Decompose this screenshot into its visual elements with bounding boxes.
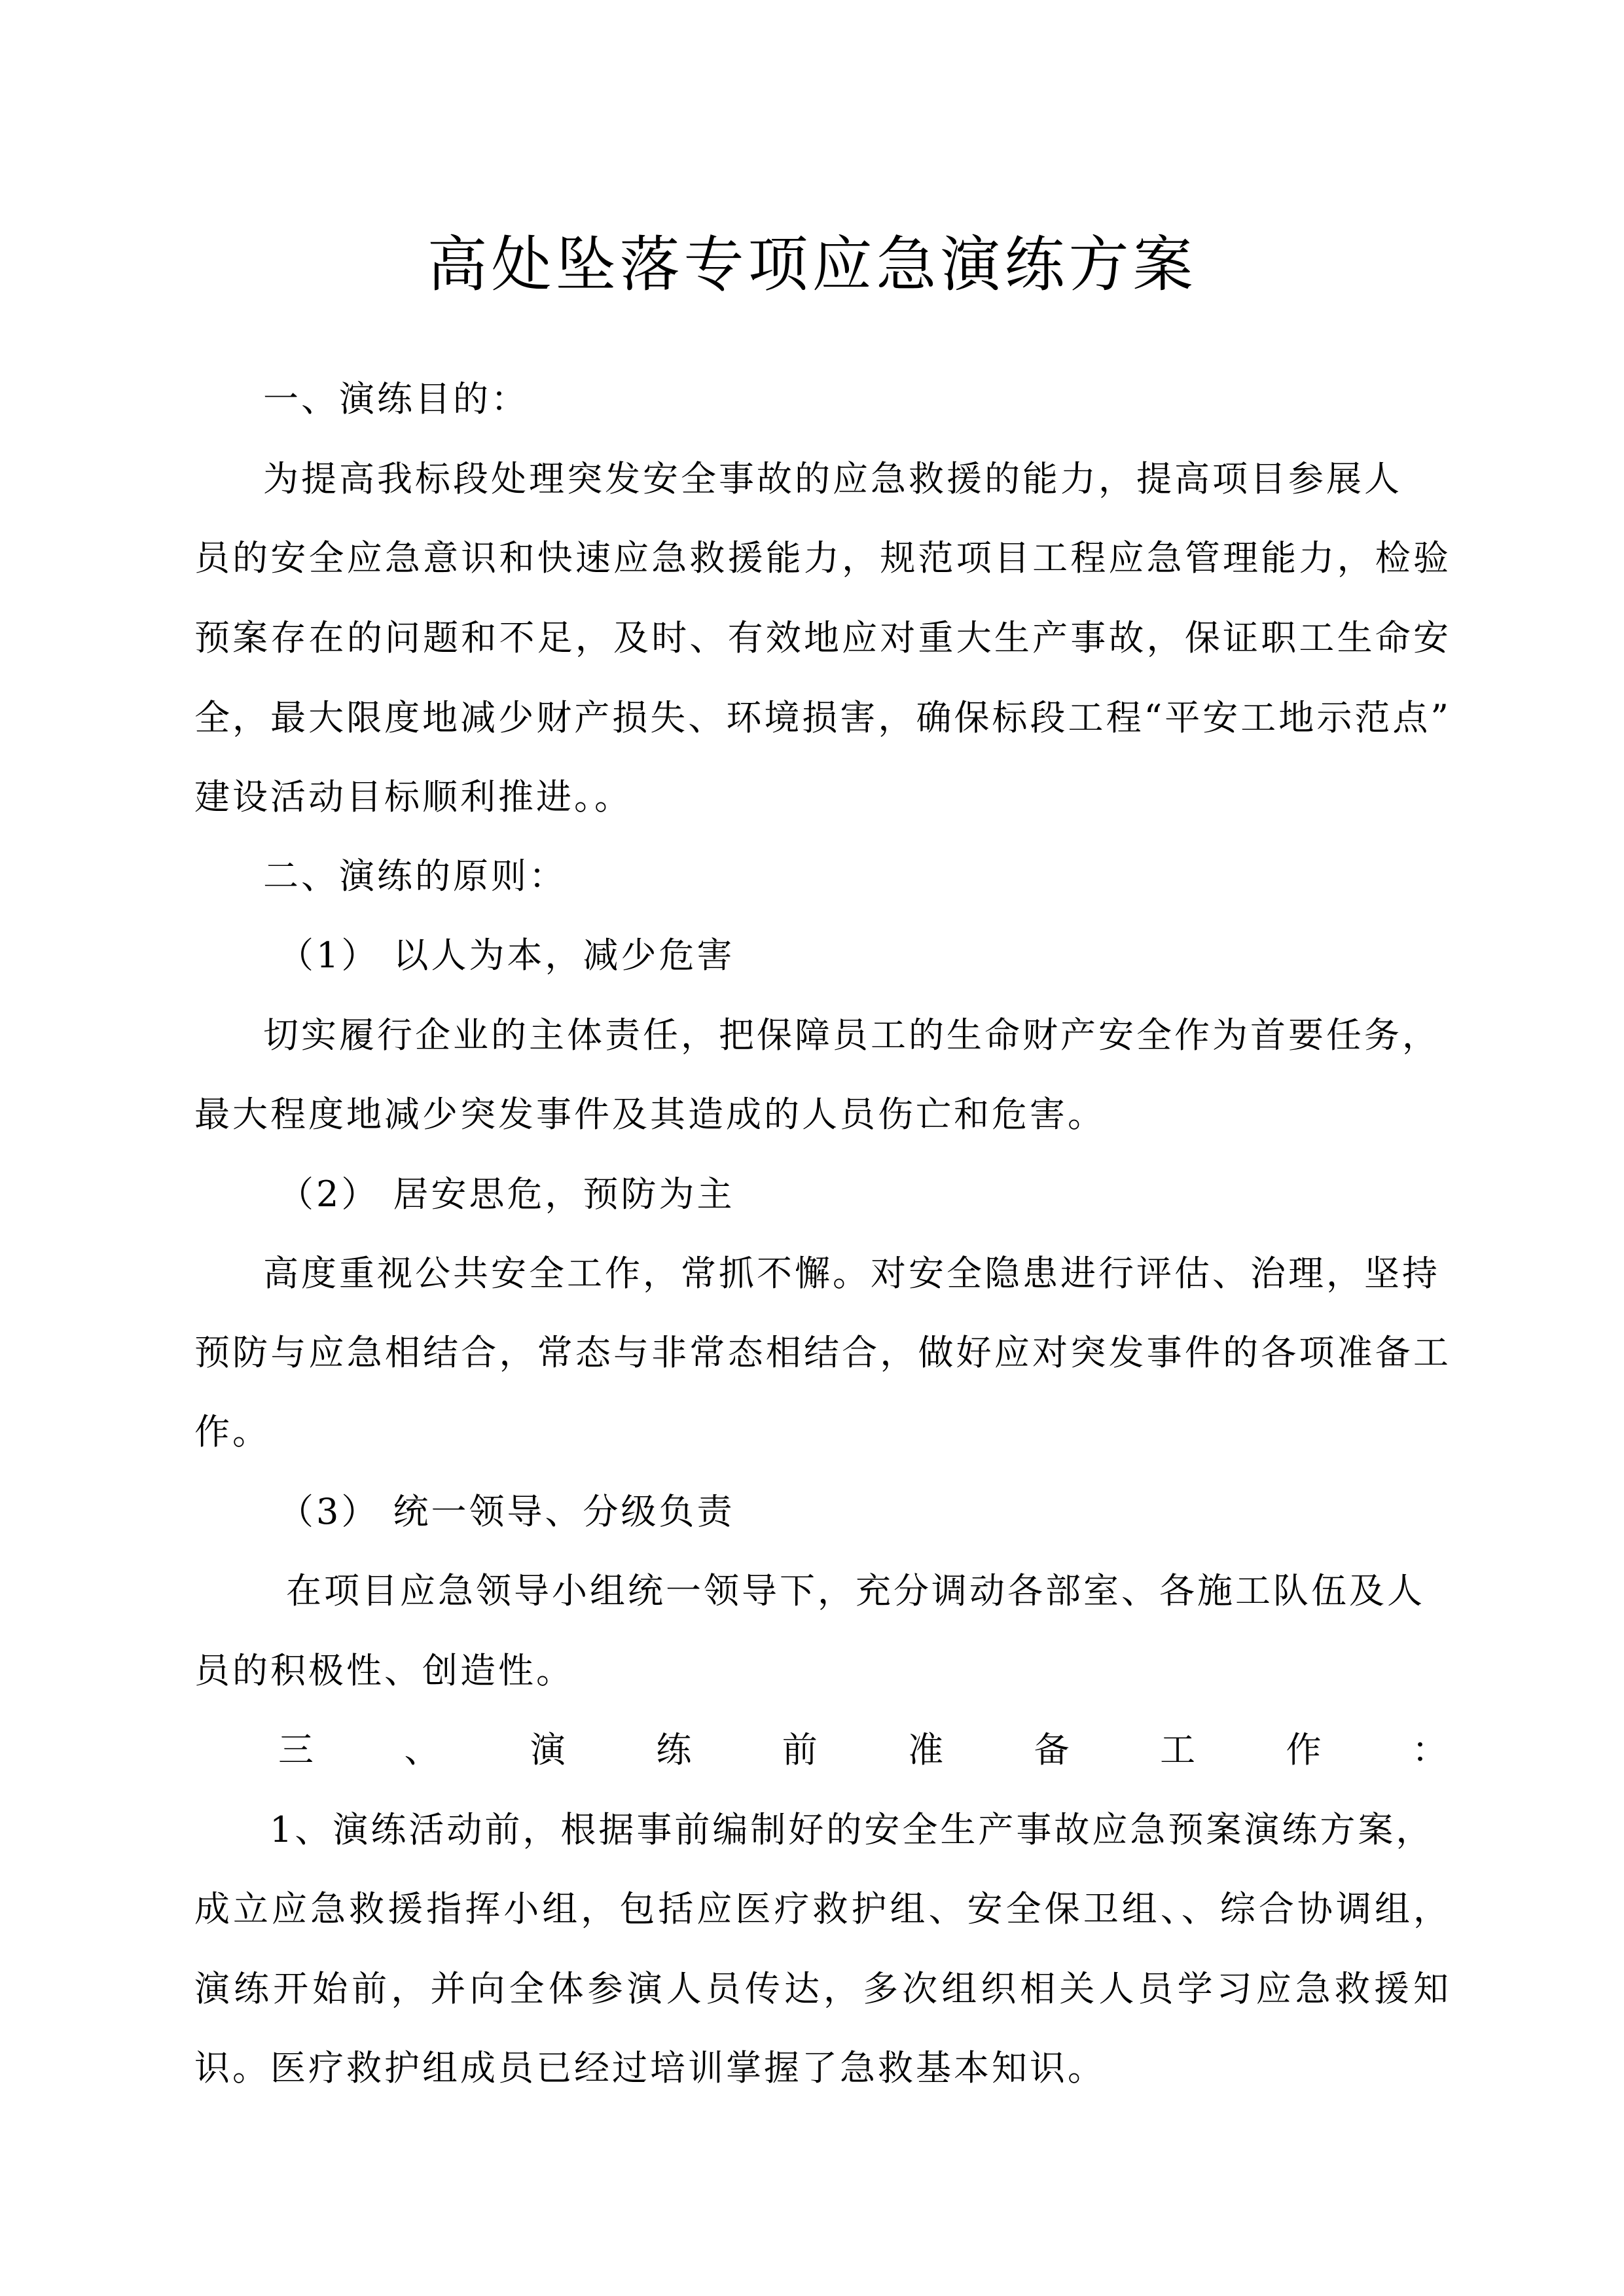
paragraph-line: 成立应急救援指挥小组，包括应医疗救护组、安全保卫组、、综合协调组， xyxy=(194,1888,1451,1929)
paragraph-line: 识。医疗救护组成员已经过培训掌握了急救基本知识。 xyxy=(194,2047,1106,2089)
paragraph-line: 建设活动目标顺利推进。。 xyxy=(194,776,632,817)
heading-char: 练 xyxy=(656,1729,695,1770)
heading-char: 作 xyxy=(1286,1729,1324,1770)
principle-heading-1: （1） 以人为本，减少危害 xyxy=(278,935,735,976)
document-title: 高处坠落专项应急演练方案 xyxy=(427,230,1197,300)
paragraph-line: 预防与应急相结合，常态与非常态相结合，做好应对突发事件的各项准备工 xyxy=(194,1332,1451,1373)
paragraph-line: 最大程度地减少突发事件及其造成的人员伤亡和危害。 xyxy=(194,1094,1106,1135)
paragraph-line: 1、演练活动前，根据事前编制好的安全生产事故应急预案演练方案， xyxy=(270,1809,1434,1850)
paragraph-line: 作。 xyxy=(194,1411,270,1452)
heading-char: 备 xyxy=(1034,1729,1072,1770)
heading-char: 三 xyxy=(278,1729,316,1770)
principle-heading-2: （2） 居安思危，预防为主 xyxy=(278,1174,735,1215)
heading-char: 前 xyxy=(782,1729,820,1770)
heading-char: 准 xyxy=(908,1729,947,1770)
paragraph-line: 员的安全应急意识和快速应急救援能力，规范项目工程应急管理能力，检验 xyxy=(194,537,1451,579)
paragraph-line: 高度重视公共安全工作，常抓不懈。对安全隐患进行评估、治理，坚持 xyxy=(263,1253,1440,1294)
heading-char: ： xyxy=(1411,1729,1450,1770)
heading-char: 、 xyxy=(404,1729,442,1770)
paragraph-line: 为提高我标段处理突发安全事故的应急救援的能力，提高项目参展人 xyxy=(263,458,1402,499)
section-heading-purpose: 一、演练目的： xyxy=(263,378,529,420)
principle-heading-3: （3） 统一领导、分级负责 xyxy=(278,1491,735,1532)
paragraph-line: 在项目应急领导小组统一领导下，充分调动各部室、各施工队伍及人 xyxy=(286,1570,1425,1611)
heading-char: 演 xyxy=(530,1729,568,1770)
section-heading-principles: 二、演练的原则： xyxy=(263,855,567,897)
paragraph-line: 切实履行企业的主体责任，把保障员工的生命财产安全作为首要任务， xyxy=(263,1014,1440,1056)
heading-char: 工 xyxy=(1160,1729,1199,1770)
paragraph-line: 全，最大限度地减少财产损失、环境损害，确保标段工程“平安工地示范点” xyxy=(194,697,1451,738)
paragraph-line: 预案存在的问题和不足，及时、有效地应对重大生产事故，保证职工生命安 xyxy=(194,617,1451,658)
section-heading-preparation xyxy=(278,1727,1450,1773)
paragraph-line: 员的积极性、创造性。 xyxy=(194,1650,574,1691)
paragraph-line: 演练开始前，并向全体参演人员传达，多次组织相关人员学习应急救援知 xyxy=(194,1968,1451,2009)
